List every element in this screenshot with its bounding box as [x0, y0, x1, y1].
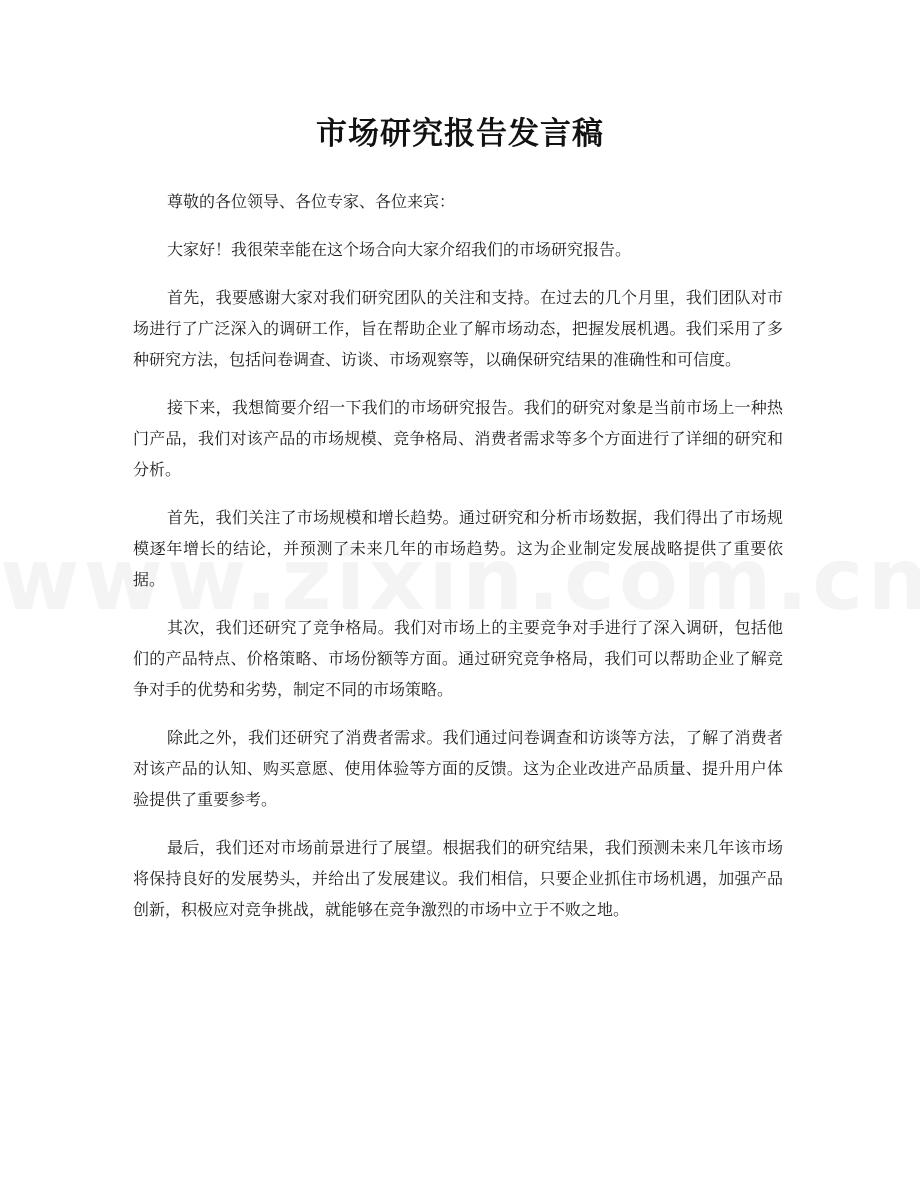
- paragraph-consumer-demand: 除此之外，我们还研究了消费者需求。我们通过问卷调查和访谈等方法，了解了消费者对该产品的认知、购买意愿、使用体验等方面的反馈。这为企业改进产品质量、提升用户体验提供了重要参考。: [133, 728, 783, 809]
- document-body: [133, 186, 783, 942]
- document-title: 市场研究报告发言稿: [316, 116, 604, 152]
- paragraph-outlook: 最后，我们还对市场前景进行了展望。根据我们的研究结果，我们预测未来几年该市场将保持良好的发展势头，并给出了发展建议。我们相信，只要企业抓住市场机遇，加强产品创新，积极应对竞争挑战，就能够在竞争激烈的市场中立于不败之地。: [133, 838, 783, 919]
- paragraph-introduction: 接下来，我想简要介绍一下我们的市场研究报告。我们的研究对象是当前市场上一种热门产品，我们对该产品的市场规模、竞争格局、消费者需求等多个方面进行了详细的研究和分析。: [133, 398, 783, 479]
- paragraph-salutation: 尊敬的各位领导、各位专家、各位来宾：: [167, 192, 456, 211]
- paragraph-thanks: 首先，我要感谢大家对我们研究团队的关注和支持。在过去的几个月里，我们团队对市场进行了广泛深入的调研工作，旨在帮助企业了解市场动态，把握发展机遇。我们采用了多种研究方法，包括问卷调查、访谈、市场观察等，以确保研究结果的准确性和可信度。: [133, 288, 783, 369]
- paragraph-competition: 其次，我们还研究了竞争格局。我们对市场上的主要竞争对手进行了深入调研，包括他们的产品特点、价格策略、市场份额等方面。通过研究竞争格局，我们可以帮助企业了解竞争对手的优势和劣势，制定不同的市场策略。: [133, 618, 783, 699]
- paragraph-market-size: 首先，我们关注了市场规模和增长趋势。通过研究和分析市场数据，我们得出了市场规模逐年增长的结论，并预测了未来几年的市场趋势。这为企业制定发展战略提供了重要依据。: [133, 508, 783, 589]
- paragraph-greeting: 大家好！我很荣幸能在这个场合向大家介绍我们的市场研究报告。: [167, 240, 632, 259]
